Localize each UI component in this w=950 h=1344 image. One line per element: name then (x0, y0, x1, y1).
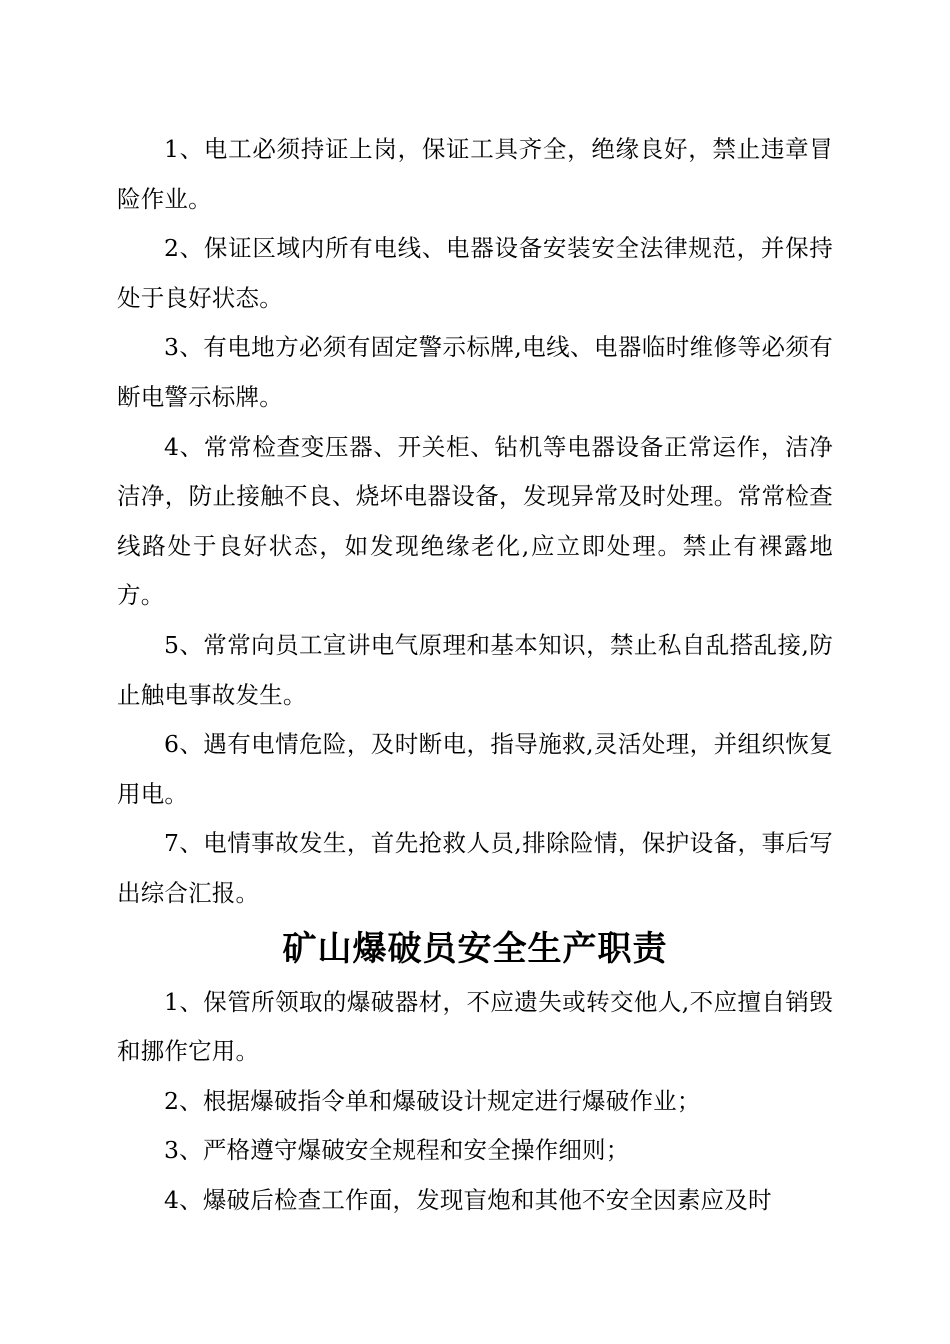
blaster-duty-3: 3、严格遵守爆破安全规程和安全操作细则； (164, 1136, 630, 1165)
electrician-duty-2: 2、保证区域内所有电线、电器设备安装安全法律规范，并保持处于良好状态。 (117, 234, 833, 312)
document-body (117, 125, 833, 1225)
electrician-duty-1: 1、电工必须持证上岗，保证工具齐全，绝缘良好，禁止违章冒险作业。 (117, 135, 833, 213)
electrician-duty-6: 6、遇有电情危险，及时断电，指导施救,灵活处理，并组织恢复用电。 (117, 730, 833, 808)
blaster-section-title: 矿山爆破员安全生产职责 (282, 928, 668, 969)
blaster-duty-1: 1、保管所领取的爆破器材，不应遗失或转交他人,不应擅自销毁和挪作它用。 (117, 987, 833, 1066)
electrician-duty-4: 4、常常检查变压器、开关柜、钻机等电器设备正常运作，洁净洁净，防止接触不良、烧坏电器设备，发现异常及时处理。常常检查线路处于良好状态，如发现绝缘老化,应立即处理。禁止有裸露地方。 (117, 432, 833, 610)
blaster-duty-2: 2、根据爆破指令单和爆破设计规定进行爆破作业； (164, 1086, 701, 1115)
electrician-duty-5: 5、常常向员工宣讲电气原理和基本知识，禁止私自乱搭乱接,防止触电事故发生。 (117, 630, 833, 709)
electrician-duty-3: 3、有电地方必须有固定警示标牌,电线、电器临时维修等必须有断电警示标牌。 (117, 333, 833, 411)
blaster-duty-4: 4、爆破后检查工作面，发现盲炮和其他不安全因素应及时 (164, 1185, 772, 1214)
electrician-duty-7: 7、电情事故发生，首先抢救人员,排除险情，保护设备，事后写出综合汇报。 (117, 829, 833, 907)
